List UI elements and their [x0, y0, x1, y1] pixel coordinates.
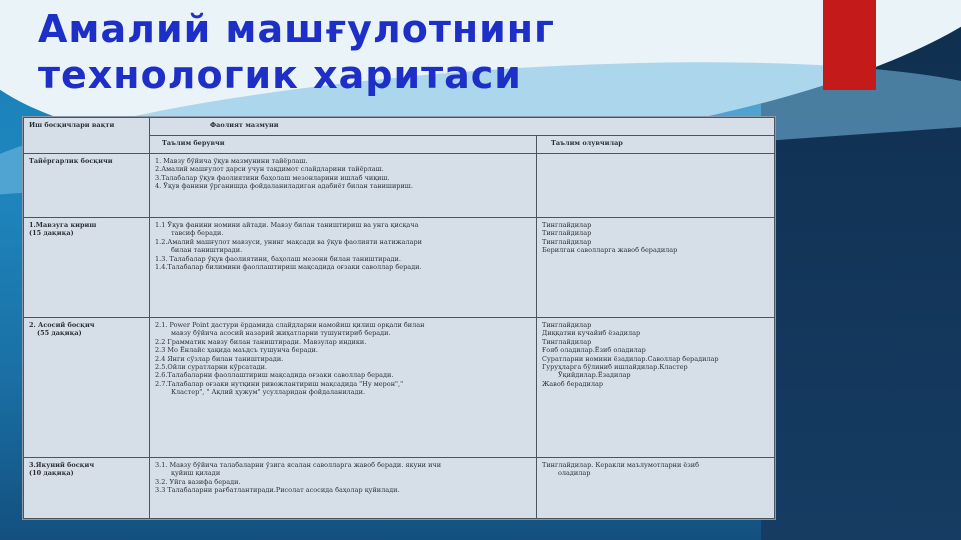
slide-title [38, 6, 555, 98]
table [23, 117, 775, 519]
table-row [24, 218, 775, 318]
students-line: Тинглайдилар. Керакли маълумотларни ёзиб [541, 461, 699, 469]
teacher-line: 1.3. Талабалар ўқув фаолиятини, баҳолаш мезони билан таништиради. [155, 254, 401, 263]
teacher-line: 1.1 Ўқув фанини номини айтади. Мавзу билан таништириш ва унга қисқача [155, 221, 419, 229]
stage-duration: (15 дақиқа) [29, 229, 74, 238]
stage-cell [24, 218, 150, 318]
students-line: Берилган саволларга жавоб берадилар [541, 246, 678, 255]
students-cell [536, 154, 774, 218]
teacher-line: 1.2.Амалий машғулот мавзуси, унинг мақсади ва ўқув фаолияти натижалари [155, 237, 423, 246]
header-teacher: Таълим берувчи [150, 136, 537, 154]
accent-bar [823, 0, 876, 90]
teacher-line: 3.2. Уйга вазифа беради. [155, 477, 241, 486]
teacher-cell [150, 318, 537, 458]
teacher-line: билан таништиради. [171, 246, 243, 255]
teacher-line: мавзу бўйича асосий назарий жиҳатларни тушунтириб беради. [171, 329, 391, 338]
slide-title-line-2: технологик харитаси [38, 53, 522, 97]
students-line: Тинглайдилар [541, 237, 592, 246]
teacher-line: 3.Талабалар ўқув фаолиятини баҳолаш мезонларини ишлаб чиқиш. [155, 173, 390, 182]
stage-label: Тайёргарлик босқичи [29, 157, 113, 165]
students-line: Жавоб берадилар [541, 379, 604, 388]
teacher-cell [150, 218, 537, 318]
students-line: Тинглайдилар [541, 221, 592, 229]
table-row [24, 458, 775, 519]
students-line: Ғояб оладилар.Ёзиб оладилар [541, 346, 646, 355]
students-line: оладилар [557, 469, 591, 478]
teacher-line: тавсиф беради. [171, 229, 224, 238]
teacher-cell [150, 154, 537, 218]
teacher-line: 1. Мавзу бўйича ўқув мазмунини тайёрлаш. [155, 157, 308, 165]
stage-cell [24, 318, 150, 458]
students-line: Суратларни номини ёзадилар.Саволлар берадилар [541, 354, 719, 363]
teacher-line: 2.Амалий машғулот дарси учун тақдимот слайдларини тайёрлаш. [155, 165, 384, 174]
teacher-line: 4. Ўқув фанини ўрганишда фойдаланиладиган адабиёт билан танишириш. [155, 182, 413, 191]
students-line: Ўқийдилар.Ёзадилар [557, 371, 631, 380]
stage-duration: (55 дақиқа) [37, 329, 82, 338]
students-cell [536, 318, 774, 458]
table-header-row [24, 118, 775, 136]
teacher-line: 3.1. Мавзу бўйича талабаларни ўзига ясалан саволларга жавоб беради. якуни ичи [155, 461, 442, 469]
students-cell [536, 458, 774, 519]
teacher-line: қуйиш қилади [171, 469, 221, 478]
teacher-line: 2.3 Мо Ёнлайс ҳақида маъдсъ тушунча беради. [155, 346, 318, 355]
header-stage: Иш босқичлари вақти [24, 118, 150, 154]
stage-label: 1.Мавзуга кириш [29, 221, 97, 229]
teacher-line: 2.2 Грамматик мавзу билан таништиради. Мавзулар индики. [155, 337, 367, 346]
teacher-cell [150, 458, 537, 519]
table-row [24, 318, 775, 458]
students-line: Тинглайдилар [541, 229, 592, 238]
teacher-line: 2.6.Талабаларни фаоллаштириш мақсадида оғзаки саволлар беради. [155, 371, 394, 380]
teacher-line: 2.5.Ойли суратларни кўрсатади. [155, 363, 268, 372]
students-line: Гуруҳларга бўлиниб ишлайдилар.Кластер [541, 363, 688, 372]
teacher-line: 1.4.Талабалар билимини фаоллаштириш мақсадида оғзаки саволлар беради. [155, 263, 422, 272]
slide-title-line-1: Амалий машғулотнинг [38, 7, 555, 51]
students-cell [536, 218, 774, 318]
table-row [24, 154, 775, 218]
stage-label: 2. Асосий босқич [29, 321, 95, 329]
teacher-line: 2.4 Янги сўзлар билан таништиради. [155, 354, 284, 363]
header-students: Таълим олувчилар [536, 136, 774, 154]
stage-cell [24, 458, 150, 519]
teacher-line: Кластер", " Ақлий ҳужум" усулларидан фойдаланилади. [171, 388, 366, 397]
students-line: Диққатни кучайиб ёзадилар [541, 329, 641, 338]
technology-map-table [22, 116, 776, 520]
stage-cell [24, 154, 150, 218]
teacher-line: 2.7.Талабалар оғзаки нутқини ривожлантириш мақсадида "Ну мерон"," [155, 379, 404, 388]
teacher-line: 2.1. Power Point дастури ёрдамида слайдларни намойиш қилиш орқали билан [155, 321, 425, 329]
header-activity: Фаолият мазмуни [150, 118, 775, 136]
teacher-line: 3.3 Талабаларни рағбатлантиради.Рисолат асосида баҳолар қуйилади. [155, 486, 400, 495]
students-line: Тинглайдилар [541, 337, 592, 346]
stage-duration: (10 дақиқа) [29, 469, 74, 478]
students-line: Тинглайдилар [541, 321, 592, 329]
stage-label: 3.Якуний босқич [29, 461, 95, 469]
